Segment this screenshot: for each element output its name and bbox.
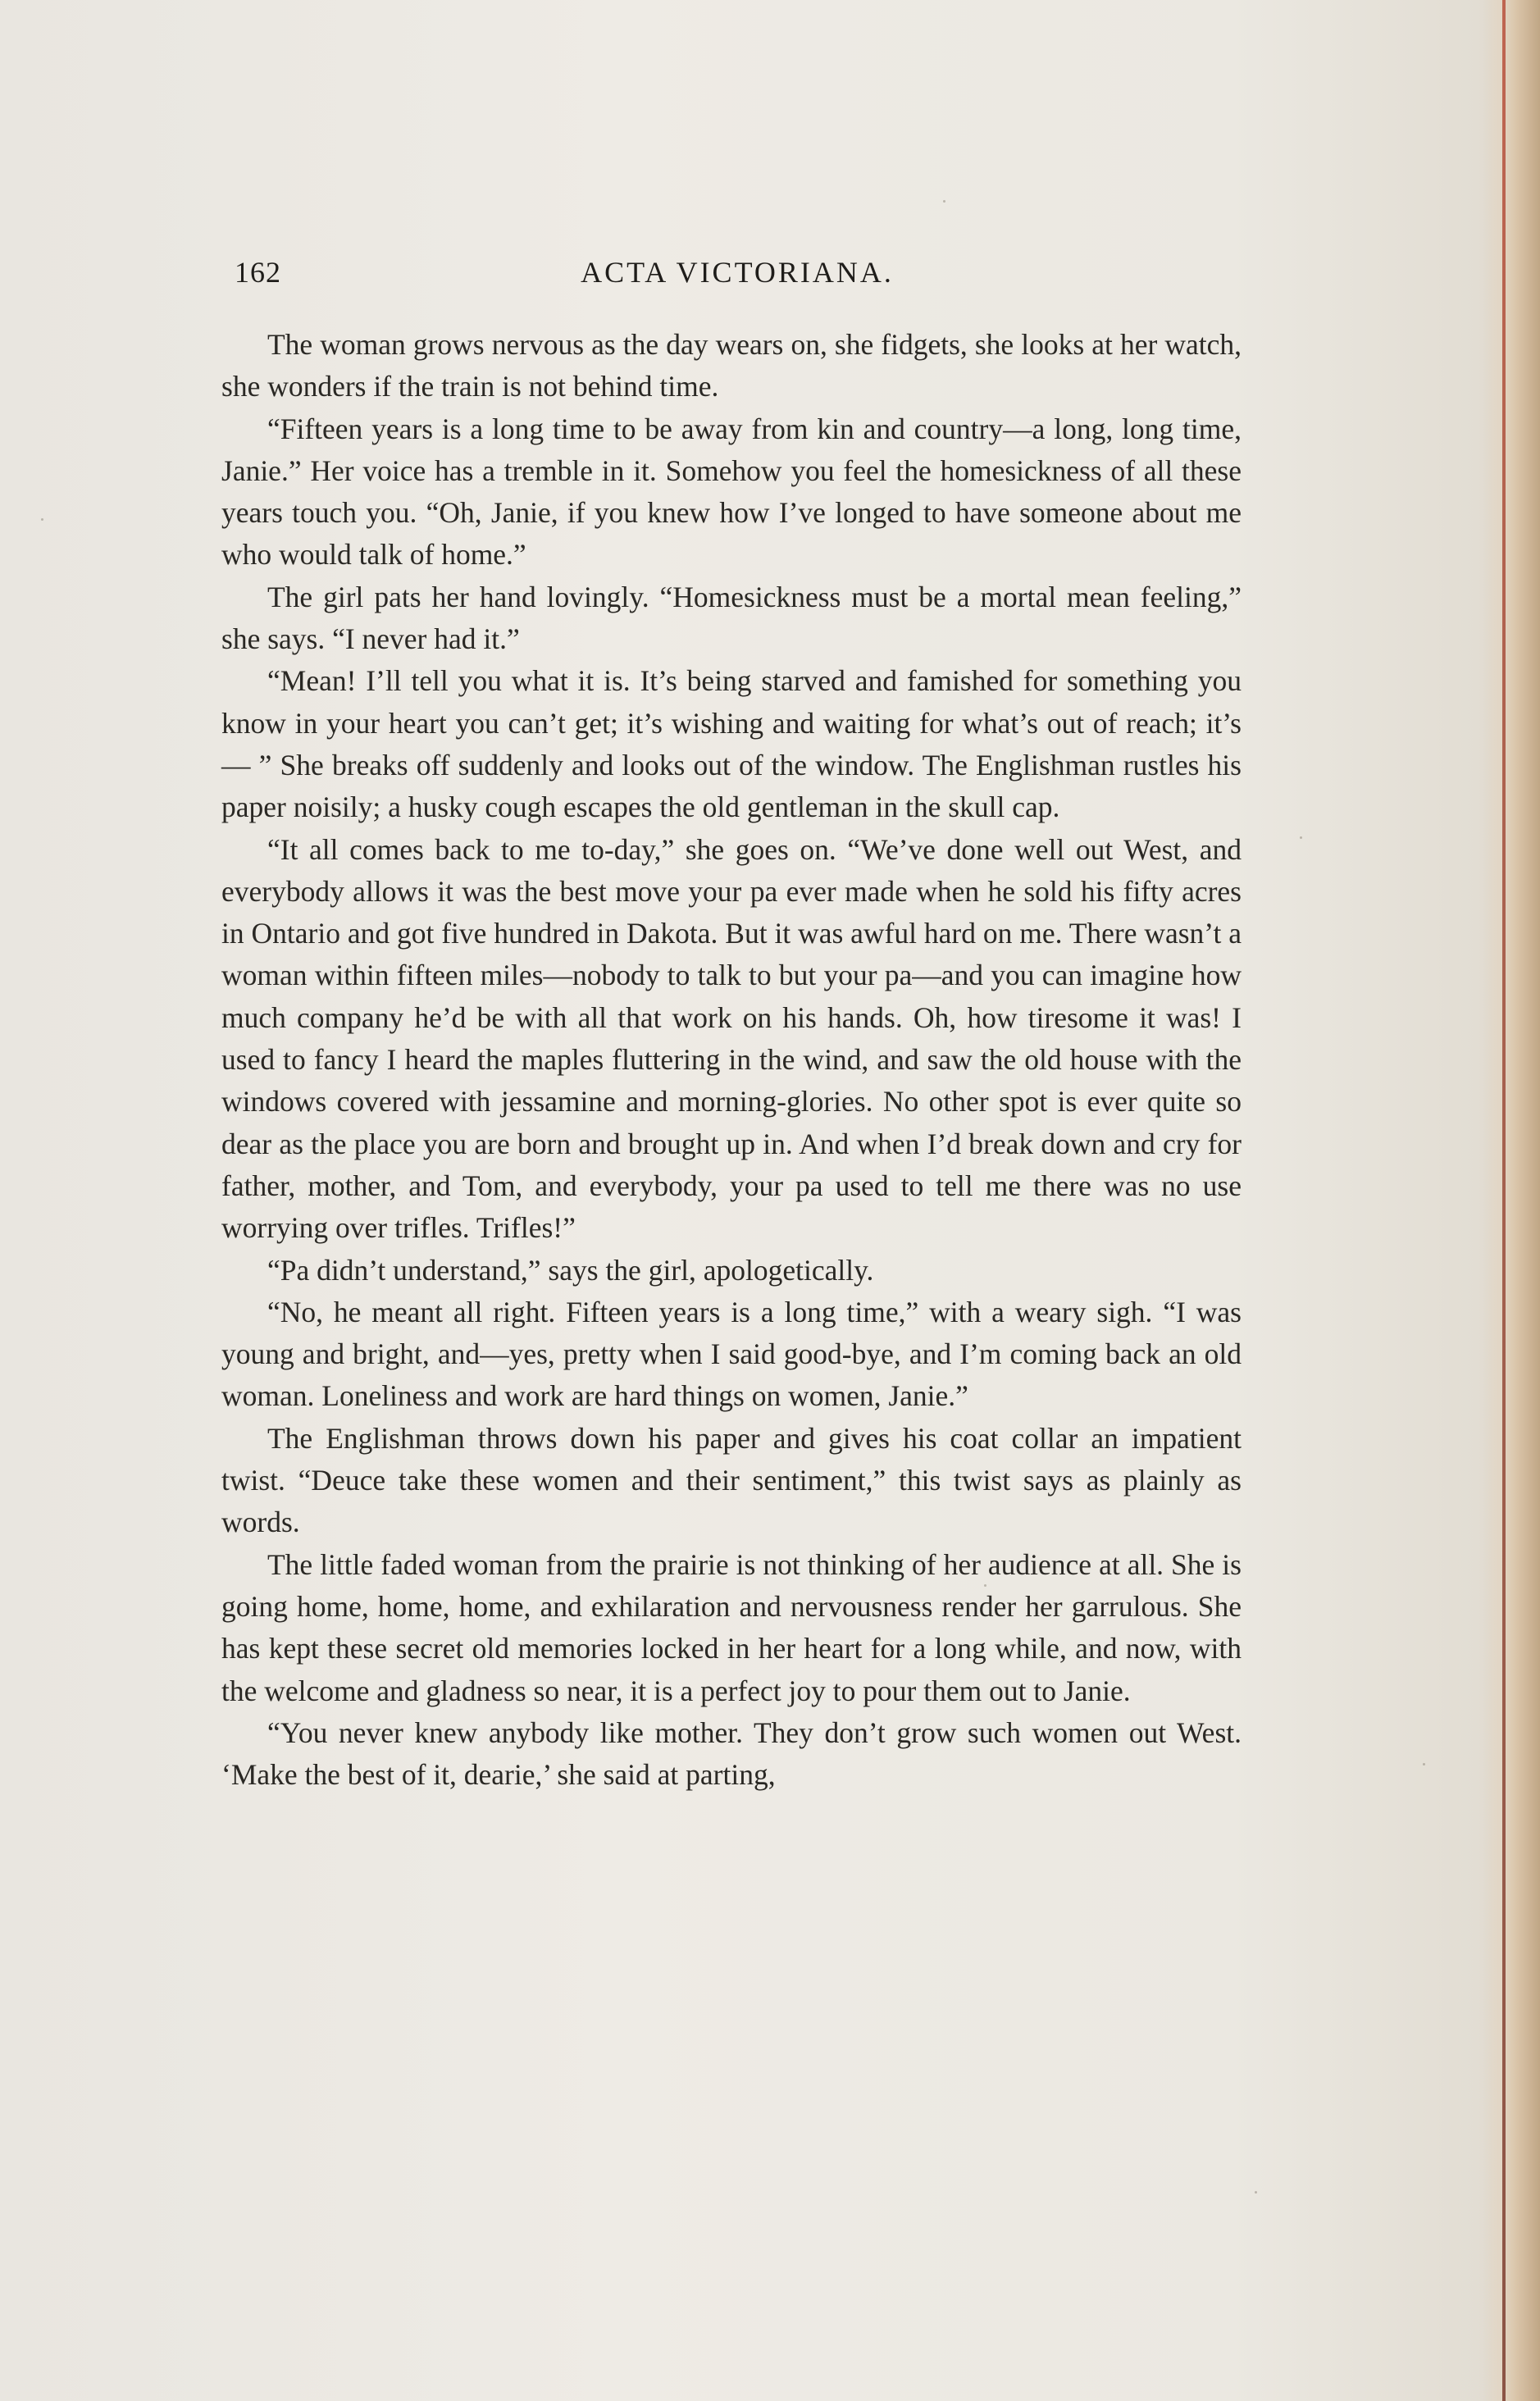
- paper-speck: [41, 518, 43, 521]
- paragraph: The woman grows nervous as the day wears on, she fidgets, she looks at her watch, she wonders if the train is not behind time.: [221, 328, 1242, 403]
- paragraph: The Englishman throws down his paper and gives his coat collar an impatient twist. “Deuce take these women and their sentiment,” this twist says as plainly as words.: [221, 1421, 1242, 1539]
- paragraph: “No, he meant all right. Fifteen years is a long time,” with a weary sigh. “I was young and bright, and—yes, pretty when I said good-bye, and I’m coming back an old woman. Loneliness and work are hard things on women, Janie.”: [221, 1295, 1242, 1413]
- paragraph: The little faded woman from the prairie is not thinking of her audience at all. She is going home, home, home, and exhilaration and nervousness render her garrulous. She has kept these secret old memories locked in her heart for a long while, and now, with the welcome and gladness so near, it is a perfect joy to pour them out to Janie.: [221, 1547, 1242, 1707]
- page-number: 162: [235, 256, 281, 289]
- paper-speck: [943, 200, 945, 203]
- body-text: [221, 324, 1242, 1796]
- paragraph: “Pa didn’t understand,” says the girl, apologetically.: [267, 1253, 874, 1287]
- page-header: [235, 255, 1240, 296]
- binding-thread: [1502, 0, 1506, 2401]
- paragraph: “Mean! I’ll tell you what it is. It’s being starved and famished for something you know in your heart you can’t get; it’s wishing and waiting for what’s out of reach; it’s— ” She breaks off suddenly and looks out of the window. The Englishman rustles his paper noisily; a husky cough escapes the old gentleman in the skull cap.: [221, 664, 1242, 824]
- paper-speck: [1423, 1763, 1425, 1765]
- paragraph: “Fifteen years is a long time to be away from kin and country—a long, long time, Janie.” Her voice has a tremble in it. Somehow you feel the homesickness of all these years touch you. “Oh, Janie, if you knew how I’ve longed to have someone about me who would talk of home.”: [221, 412, 1242, 572]
- paper-speck: [1255, 2191, 1257, 2194]
- paragraph: The girl pats her hand lovingly. “Homesickness must be a mortal mean feeling,” she says. “I never had it.”: [221, 580, 1242, 656]
- paragraph: “It all comes back to me to-day,” she goes on. “We’ve done well out West, and everybody allows it was the best move your pa ever made when he sold his fifty acres in Ontario and got five hundred in Dakota. But it was awful hard on me. There wasn’t a woman within fifteen miles—nobody to talk to but your pa—and you can imagine how much company he’d be with all that work on his hands. Oh, how tiresome it was! I used to fancy I heard the maples fluttering in the wind, and saw the old house with the windows covered with jessamine and morning-glories. No other spot is ever quite so dear as the place you are born and brought up in. And when I’d break down and cry for father, mother, and Tom, and everybody, your pa used to tell me there was no use worrying over trifles. Trifles!”: [221, 832, 1242, 1245]
- running-title: ACTA VICTORIANA.: [581, 256, 894, 289]
- paper-speck: [1300, 836, 1302, 839]
- paragraph: “You never knew anybody like mother. They don’t grow such women out West. ‘Make the best of it, dearie,’ she said at parting,: [221, 1715, 1242, 1792]
- page-binding-edge: [1483, 0, 1540, 2401]
